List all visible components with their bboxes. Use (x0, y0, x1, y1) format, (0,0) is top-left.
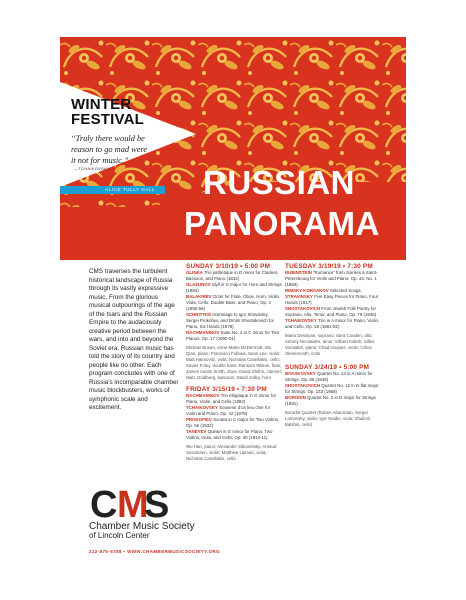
program-item: BORODIN Quartet No. 2 in D major for Strings (1881) (285, 395, 376, 406)
program-item: SHOSTAKOVICH Quartet No. 12 in D-flat major for Strings, Op. 133 (1968) (285, 383, 379, 394)
concert-4 (285, 365, 381, 428)
svg-text:C: C (90, 484, 117, 526)
program-item: RACHMANINOV Suite No. 2 in C minor for Two Pianos, Op. 17 (1900-01) (186, 330, 280, 341)
festival-title-line2: FESTIVAL (71, 111, 144, 128)
concert-date: SUNDAY 3/10/19 • 5:00 PM (186, 263, 271, 270)
quote-attribution: —TCHAIKOVSKY (74, 166, 111, 171)
performers: Borodin Quartet (Ruben Aharonian, Sergei Lomovsky, violin; Igor Naidin, viola; Vladimir Balshin, cello) (285, 410, 371, 427)
venue-bar (60, 186, 165, 194)
concert-date: TUESDAY 3/19/19 • 7:30 PM (285, 263, 373, 270)
program-item: PROKOFIEV Sonata in C major for Two Violins, Op. 56 (1932) (186, 417, 280, 428)
performers: Maria Dessiyan, soprano; Sara Couden, alto; Antony Nicolaides, tenor; Gilbert Kalish, Gilles Vonsattel, piano; Chad Hoopes, violin; Chloe Olesemonth, cello (285, 333, 375, 356)
program-item: TANEYEV Quintet in G minor for Piano, Two Violins, Viola, and Cello, Op. 30 (1910-11) (186, 429, 273, 440)
svg-text:M: M (117, 484, 148, 526)
program-item: TCHAIKOVSKY Souvenir d’un lieu cher for Violin and Piano, Op. 42 (1878) (186, 405, 271, 416)
program-item: GLAZUNOV Idyll in G major for Horn and Strings (1884) (186, 282, 282, 293)
concert-date: SUNDAY 3/24/19 • 5:00 PM (285, 364, 370, 371)
program-item: TCHAIKOVSKY Trio in A minor for Piano, Violin, and Cello, Op. 50 (1881-82) (285, 318, 380, 329)
program-title-line1: RUSSIAN (203, 164, 356, 201)
program-column-left (186, 264, 282, 462)
venue-label: ALICE TULLY HALL (105, 187, 155, 192)
intro-text: CMS traverses the turbulent historical landscape of Russia through its vastly expressive music. From the glorious musical outpourings of the age of the tsars and the Russian Empire to the audaciously creative period between the wars, and into and beyond the Soviet era, Russian music has told the story of its country and people like no other. Each program concludes with one of Russia’s incomparable chamber music blockbusters, works of symphonic scale and excitement. (89, 268, 179, 411)
program-item: SHOSTAKOVICH From Jewish Folk Poetry for Soprano, Alto, Tenor, and Piano, Op. 79 (1948) (285, 306, 377, 317)
festival-title (71, 97, 144, 127)
program-item: STRAVINSKY Five Easy Pieces for Piano, Four Hands (1917) (285, 294, 379, 305)
program-column-right (285, 264, 381, 428)
program-item: RIMSKY-KORSAKOV Selected Songs (285, 288, 361, 293)
program-item: MYASKOVSKY Quartet No. 13 in A minor for Strings, Op. 86 (1949) (285, 371, 373, 382)
contact-line[interactable]: 212-875-5788 • WWW.CHAMBERMUSICSOCIETY.ORG (89, 549, 220, 554)
concert-1 (186, 264, 282, 381)
program-item: RUBINSTEIN “Romance” from Soirées à Saint-Pétersbourg for Violin and Piano, Op. 44, No. 1 (1860) (285, 270, 378, 287)
concert-2 (186, 387, 282, 462)
festival-title-line1: WINTER (71, 96, 132, 113)
performers: Wu Han, piano; Alexander Sitkovetsky, Arnaud Sussmann, violin; Matthew Lipman, viola; Nicholas Canellakis, cello (186, 444, 277, 461)
performers: Michael Brown, Anne-Marie McDermott, Wu Qian, piano; Francisco Fullana, Sean Lee, violin; Matt Haimovitz, viola; Nicholas Canellakis, cello; Xavier Foley, double bass; Ransom Wilson, flute; James Austin Smith, oboe; David Shifrin, clarinet; Marc Goldberg, bassoon; David Jolley, horn (186, 345, 282, 380)
concert-date: FRIDAY 3/15/19 • 7:30 PM (186, 386, 267, 393)
svg-text:S: S (144, 484, 169, 526)
org-subtitle: of Lincoln Center (89, 531, 150, 540)
concert-3 (285, 264, 381, 357)
program-title-line2: PANORAMA (184, 205, 380, 242)
program-item: SCHNITTKE Hommage to Igor Stravinsky, Sergei Prokofiev, and Dmitri Shostakovich for Piano, Six Hands (1979) (186, 312, 275, 329)
program-item: GLINKA Trio pathétique in D minor for Clarinet, Bassoon, and Piano (1832) (186, 270, 279, 281)
cms-logo (90, 484, 169, 526)
program-item: BALAKIREV Octet for Flute, Oboe, Horn, Violin, Viola, Cello, Double Bass, and Piano, Op. 3 (1855-56) (186, 294, 281, 311)
tchaikovsky-quote: “Truly there would be reason to go mad were it not for music.” (71, 134, 148, 165)
program-item: RACHMANINOV Trio élégiaque in G minor for Piano, Violin, and Cello (1892) (186, 393, 277, 404)
org-name: Chamber Music Society (89, 521, 195, 532)
